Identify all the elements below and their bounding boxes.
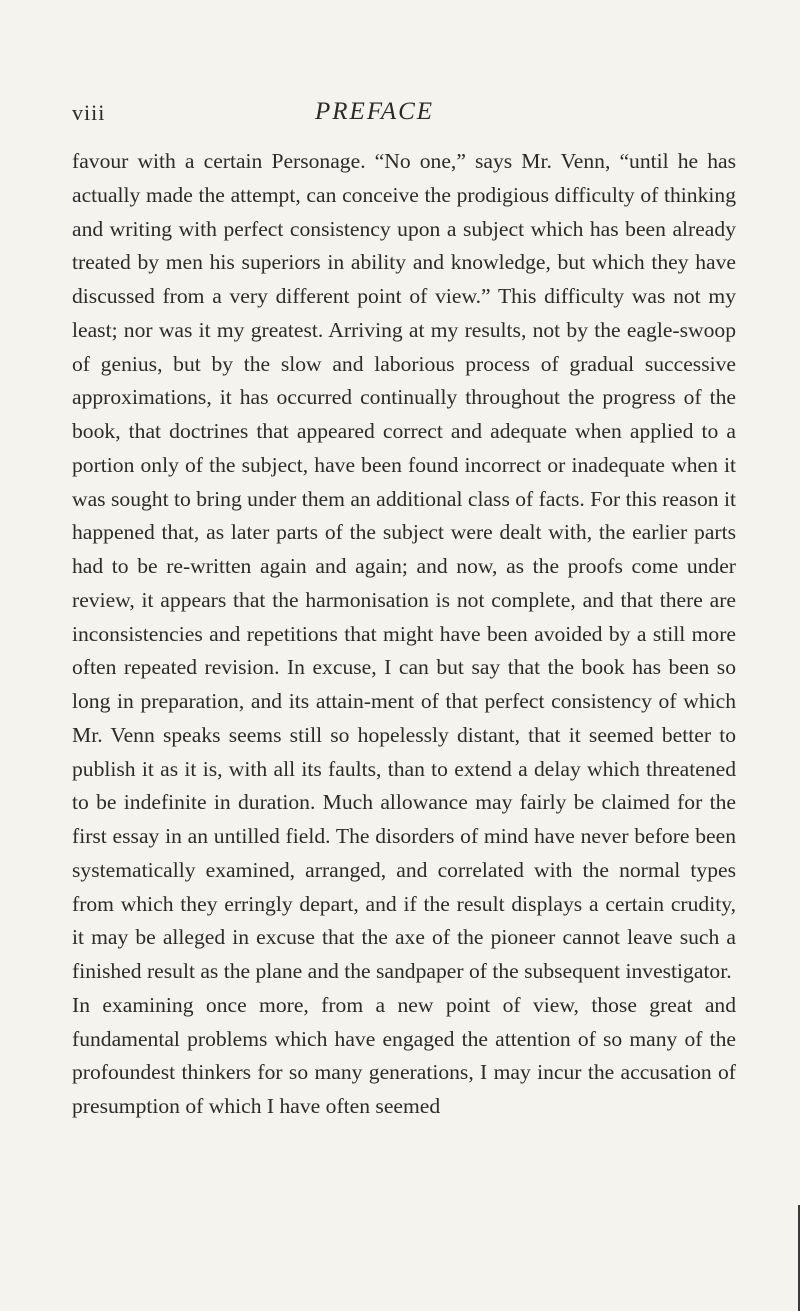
body-text: [72, 145, 736, 1124]
running-head: [0, 98, 800, 128]
running-title: PREFACE: [315, 98, 435, 125]
paragraph-1: favour with a certain Personage. “No one,” says Mr. Venn, “until he has actually made the attempt, can conceive the prodigious difficulty of thinking and writing with perfect consistency upon a subject which has been already treated by men his superiors in ability and knowledge, but which they have discussed from a very different point of view.” This difficulty was not my least; nor was it my greatest. Arriving at my results, not by the eagle-swoop of genius, but by the slow and laborious process of gradual successive approximations, it has occurred continually throughout the progress of the book, that doctrines that appeared correct and adequate when applied to a portion only of the subject, have been found incorrect or inadequate when it was sought to bring under them an additional class of facts. For this reason it happened that, as later parts of the subject were dealt with, the earlier parts had to be re-written again and again; and now, as the proofs come under review, it appears that the harmonisation is not complete, and that there are inconsistencies and repetitions that might have been avoided by a still more often repeated revision. In excuse, I can but say that the book has been so long in preparation, and its attain-ment of that perfect consistency of which Mr. Venn speaks seems still so hopelessly distant, that it seemed better to publish it as it is, with all its faults, than to extend a delay which threatened to be indefinite in duration. Much allowance may fairly be claimed for the first essay in an untilled field. The disorders of mind have never before been systematically examined, arranged, and correlated with the normal types from which they erringly depart, and if the result displays a certain crudity, it may be alleged in excuse that the axe of the pioneer cannot leave such a finished result as the plane and the sandpaper of the subsequent investigator.: [72, 149, 736, 983]
paragraph-2: In examining once more, from a new point of view, those great and fundamental problems which have engaged the attention of so many of the profoundest thinkers for so many generations, I may incur the accusation of presumption of which I have often seemed: [72, 992, 736, 1118]
page-number: viii: [72, 100, 106, 125]
